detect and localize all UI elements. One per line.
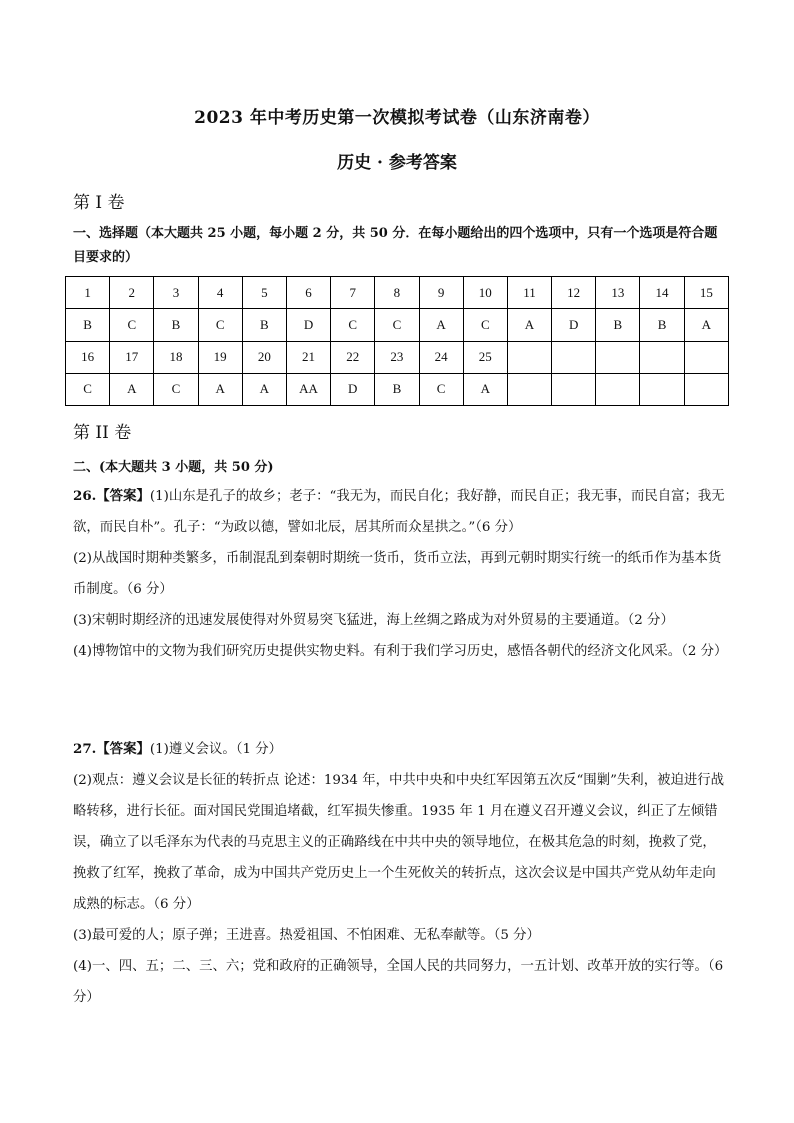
table-cell: 3 — [154, 277, 198, 309]
table-cell: 7 — [331, 277, 375, 309]
q27-lead: 27.【答案】 — [73, 741, 150, 757]
table-cell — [507, 341, 551, 373]
table-cell — [552, 341, 596, 373]
table-cell: C — [198, 309, 242, 341]
table-cell: 8 — [375, 277, 419, 309]
table-cell: 10 — [463, 277, 507, 309]
q26-part-2: (2)从战国时期种类繁多，币制混乱到秦朝时期统一货币，货币立法，再到元朝时期实行统一的纸币作为基本货币制度。（6 分） — [73, 551, 722, 597]
table-cell: C — [331, 309, 375, 341]
table-cell: D — [331, 373, 375, 405]
table-cell: A — [684, 309, 728, 341]
table-cell: AA — [286, 373, 330, 405]
table-cell: C — [110, 309, 154, 341]
table-cell — [684, 373, 728, 405]
part1-heading: 第 I 卷 — [73, 193, 125, 213]
table-cell: A — [507, 309, 551, 341]
page-title: 2023 年中考历史第一次模拟考试卷（山东济南卷） — [194, 108, 600, 128]
question-26-answer — [73, 481, 728, 667]
table-cell — [640, 373, 684, 405]
part2-section-title: 二、(本大题共 3 小题，共 50 分) — [73, 460, 274, 475]
table-cell: A — [198, 373, 242, 405]
table-row-answers-1 — [66, 309, 729, 341]
table-cell: B — [375, 373, 419, 405]
table-cell: 25 — [463, 341, 507, 373]
table-cell — [596, 341, 640, 373]
table-cell — [684, 341, 728, 373]
q26-part-1 — [73, 481, 725, 543]
table-cell: 19 — [198, 341, 242, 373]
table-cell: C — [375, 309, 419, 341]
q26-part-4: (4)博物馆中的文物为我们研究历史提供实物史料。有利于我们学习历史，感悟各朝代的经济文化风采。（2 分） — [73, 644, 728, 659]
table-cell — [507, 373, 551, 405]
table-cell: B — [242, 309, 286, 341]
table-cell: C — [463, 309, 507, 341]
table-cell: 24 — [419, 341, 463, 373]
q27-part-1-text: (1)遵义会议。（1 分） — [149, 742, 283, 757]
table-cell: 6 — [286, 277, 330, 309]
table-cell: 9 — [419, 277, 463, 309]
table-cell: D — [286, 309, 330, 341]
table-row-numbers-1 — [66, 277, 729, 309]
table-cell: 21 — [286, 341, 330, 373]
table-cell: A — [419, 309, 463, 341]
table-cell: 23 — [375, 341, 419, 373]
table-row-answers-2 — [66, 373, 729, 405]
table-cell: C — [66, 373, 110, 405]
table-cell: 14 — [640, 277, 684, 309]
table-cell: A — [463, 373, 507, 405]
q26-part-3: (3)宋朝时期经济的迅速发展使得对外贸易突飞猛进，海上丝绸之路成为对外贸易的主要通道。（2 分） — [73, 613, 674, 628]
q26-lead: 26.【答案】 — [73, 488, 150, 504]
table-cell: B — [640, 309, 684, 341]
table-cell: 18 — [154, 341, 198, 373]
part2-heading: 第 II 卷 — [73, 423, 132, 443]
q27-part-3: (3)最可爱的人；原子弹；王进喜。热爱祖国、不怕困难、无私奉献等。（5 分） — [73, 928, 540, 943]
table-cell — [596, 373, 640, 405]
table-cell: A — [242, 373, 286, 405]
table-cell: C — [419, 373, 463, 405]
table-cell — [640, 341, 684, 373]
table-cell: 1 — [66, 277, 110, 309]
table-cell: A — [110, 373, 154, 405]
question-27-answer — [73, 734, 725, 1013]
table-cell: B — [596, 309, 640, 341]
part1-instructions: 一、选择题（本大题共 25 小题，每小题 2 分，共 50 分．在每小题给出的四个选项中，只有一个选项是符合题目要求的） — [73, 226, 718, 265]
q27-part-1 — [73, 734, 725, 765]
table-cell: 2 — [110, 277, 154, 309]
page-subtitle: 历史 · 参考答案 — [337, 153, 457, 173]
table-cell: 15 — [684, 277, 728, 309]
answer-table — [65, 276, 729, 406]
table-cell: B — [66, 309, 110, 341]
table-cell: D — [552, 309, 596, 341]
q26-part-1-text: (1)山东是孔子的故乡；老子：“我无为，而民自化；我好静，而民自正；我无事，而民自富；我无欲，而民自朴”。孔子：“为政以德，譬如北辰，居其所而众星拱之。”（6 分） — [73, 489, 725, 535]
table-cell: 13 — [596, 277, 640, 309]
table-cell: 4 — [198, 277, 242, 309]
table-cell: 12 — [552, 277, 596, 309]
q27-part-2: (2)观点：遵义会议是长征的转折点 论述：1934 年，中共中央和中央红军因第五次反“围剿”失利，被迫进行战略转移，进行长征。面对国民党围追堵截，红军损失惨重。1935 年 1 月在遵义召开遵义会议，纠正了左倾错误，确立了以毛泽东为代表的马克思主义的正确路线在中共中央的领导地位，在极其危急的时刻，挽救了党，挽救了红军，挽救了革命，成为中国共产党历史上一个生死攸关的转折点，这次会议是中国共产党从幼年走向成熟的标志。（6 分） — [73, 773, 725, 912]
table-cell: 11 — [507, 277, 551, 309]
table-cell — [552, 373, 596, 405]
table-cell: 16 — [66, 341, 110, 373]
table-cell: 5 — [242, 277, 286, 309]
table-row-numbers-2 — [66, 341, 729, 373]
table-cell: C — [154, 373, 198, 405]
table-cell: 22 — [331, 341, 375, 373]
q27-part-4: (4)一、四、五；二、三、六；党和政府的正确领导，全国人民的共同努力，一五计划、改革开放的实行等。（6 分） — [73, 959, 724, 1005]
table-cell: B — [154, 309, 198, 341]
table-cell: 17 — [110, 341, 154, 373]
table-cell: 20 — [242, 341, 286, 373]
